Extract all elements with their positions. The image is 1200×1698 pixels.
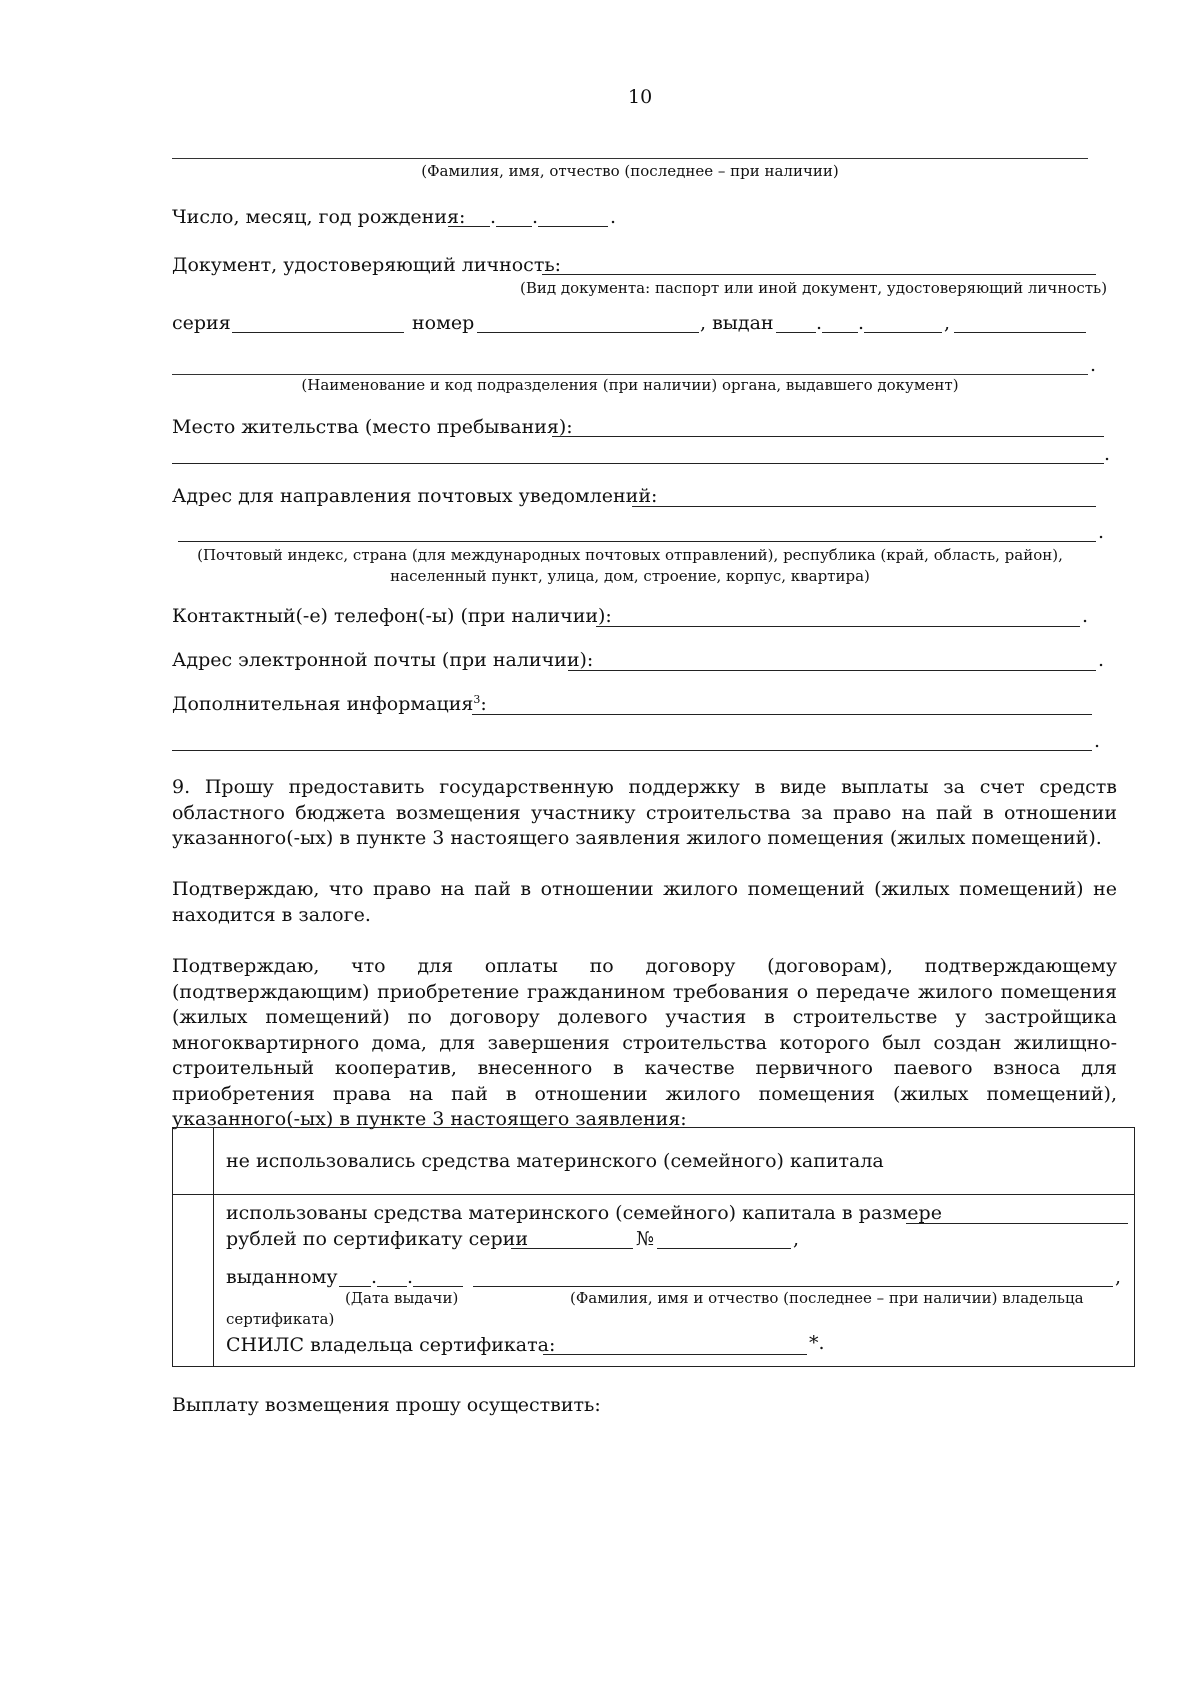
option1-checkbox[interactable] xyxy=(173,1128,213,1194)
additional-info-text: Дополнительная информация xyxy=(172,693,474,715)
cert-issue-month-field[interactable] xyxy=(377,1286,407,1287)
page-number: 10 xyxy=(628,86,653,108)
dot: . xyxy=(858,312,865,334)
series-label: серия xyxy=(172,312,231,334)
dot: . xyxy=(490,206,497,228)
residence-field[interactable] xyxy=(552,436,1104,437)
phone-label: Контактный(-е) телефон(-ы) (при наличии): xyxy=(172,605,612,627)
maternity-capital-table xyxy=(172,1127,1135,1367)
dot: . xyxy=(407,1266,414,1288)
option1-text: не использовались средства материнского (семейного) капитала xyxy=(226,1150,884,1172)
comma: , xyxy=(793,1228,800,1250)
holder-caption: (Фамилия, имя и отчество (последнее – при наличии) владельца xyxy=(570,1289,1084,1307)
snils-mark: *. xyxy=(809,1332,825,1354)
comma: , xyxy=(1115,1266,1122,1288)
dot: . xyxy=(1090,354,1097,376)
additional-info-field[interactable] xyxy=(472,714,1092,715)
dot: . xyxy=(371,1266,378,1288)
birth-date-label: Число, месяц, год рождения: xyxy=(172,206,466,228)
email-field[interactable] xyxy=(568,670,1096,671)
dot: . xyxy=(1104,443,1111,465)
holder-name-field[interactable] xyxy=(473,1286,1113,1287)
dot: . xyxy=(816,312,823,334)
dot: . xyxy=(1082,605,1089,627)
option2-text: использованы средства материнского (семейного) капитала в размере xyxy=(226,1202,942,1224)
issue-date-caption: (Дата выдачи) xyxy=(345,1289,459,1307)
paragraph-confirm-pledge: Подтверждаю, что право на пай в отношении жилого помещений (жилых помещений) не находится в залоге. xyxy=(172,878,1117,926)
postal-address-label: Адрес для направления почтовых уведомлений: xyxy=(172,485,658,507)
snils-label: СНИЛС владельца сертификата: xyxy=(226,1334,556,1356)
issuer-caption: (Наименование и код подразделения (при наличии) органа, выдавшего документ) xyxy=(301,376,959,394)
dot: . xyxy=(1098,649,1105,671)
identity-doc-label: Документ, удостоверяющий личность: xyxy=(172,254,562,276)
comma: , xyxy=(944,312,951,334)
doc-type-caption: (Вид документа: паспорт или иной документ, удостоверяющий личность) xyxy=(520,279,1108,297)
email-label: Адрес электронной почты (при наличии): xyxy=(172,649,594,671)
snils-field[interactable] xyxy=(543,1354,807,1355)
issuer-field-start[interactable] xyxy=(954,332,1086,333)
identity-doc-field[interactable] xyxy=(542,274,1096,275)
dot: . xyxy=(1094,730,1101,752)
issued-to-label: выданному xyxy=(226,1266,338,1288)
certificate-number-label: № xyxy=(636,1228,654,1250)
closing-text: Выплату возмещения прошу осуществить: xyxy=(172,1394,601,1416)
postal-address-field-line2[interactable] xyxy=(178,541,1096,542)
issue-day-field[interactable] xyxy=(776,332,816,333)
holder-caption-continued: сертификата) xyxy=(226,1310,335,1328)
birth-month-field[interactable] xyxy=(496,226,532,227)
postal-caption-line1: (Почтовый индекс, страна (для международных почтовых отправлений), республика (край, область, район), xyxy=(197,546,1063,564)
birth-year-field[interactable] xyxy=(538,226,608,227)
additional-info-field-line2[interactable] xyxy=(172,750,1092,751)
paragraph-confirm-payment: Подтверждаю, что для оплаты по договору (договорам), подтверждающему (подтверждающим) приобретение гражданином требования о передаче жилого помещения (жилых помещений) по договору долевого участия в строительстве у застройщика многоквартирного дома, для завершения строительства которого был создан жилищно-строительный кооператив, внесенного в качестве первичного паевого взноса для приобретения права на пай в отношении жилого помещения (жилых помещений), указанного(-ых) в пункте 3 настоящего заявления: xyxy=(172,955,1117,1130)
certificate-number-field[interactable] xyxy=(657,1248,791,1249)
issue-month-field[interactable] xyxy=(822,332,858,333)
footnote-marker: 3 xyxy=(473,693,481,706)
number-field[interactable] xyxy=(477,332,699,333)
fio-caption: (Фамилия, имя, отчество (последнее – при наличии) xyxy=(421,162,839,180)
dot: . xyxy=(532,206,539,228)
postal-address-field[interactable] xyxy=(632,506,1096,507)
capital-amount-field[interactable] xyxy=(906,1223,1128,1224)
postal-caption-line2: населенный пункт, улица, дом, строение, корпус, квартира) xyxy=(390,567,870,585)
cert-issue-year-field[interactable] xyxy=(413,1286,463,1287)
residence-field-line2[interactable] xyxy=(172,463,1104,464)
row-divider xyxy=(173,1194,1134,1195)
fio-line[interactable] xyxy=(172,158,1088,159)
residence-label: Место жительства (место пребывания): xyxy=(172,416,573,438)
option2-checkbox[interactable] xyxy=(173,1194,213,1368)
cert-issue-day-field[interactable] xyxy=(339,1286,371,1287)
birth-day-field[interactable] xyxy=(448,226,490,227)
number-label: номер xyxy=(412,312,475,334)
phone-field[interactable] xyxy=(596,626,1080,627)
dot: . xyxy=(610,206,617,228)
additional-info-label xyxy=(172,693,487,715)
issue-year-field[interactable] xyxy=(864,332,942,333)
certificate-series-label: рублей по сертификату серии xyxy=(226,1228,529,1250)
series-field[interactable] xyxy=(232,332,404,333)
dot: . xyxy=(1098,521,1105,543)
paragraph-9: 9. Прошу предоставить государственную поддержку в виде выплаты за счет средств областного бюджета возмещения участнику строительства за право на пай в отношении указанного(-ых) в пункте 3 настоящего заявления жилого помещения (жилых помещений). xyxy=(172,776,1117,849)
issuer-line[interactable] xyxy=(172,374,1088,375)
checkbox-column-divider xyxy=(213,1128,214,1366)
certificate-series-field[interactable] xyxy=(511,1248,633,1249)
issued-label: , выдан xyxy=(700,312,774,334)
colon: : xyxy=(480,693,487,715)
